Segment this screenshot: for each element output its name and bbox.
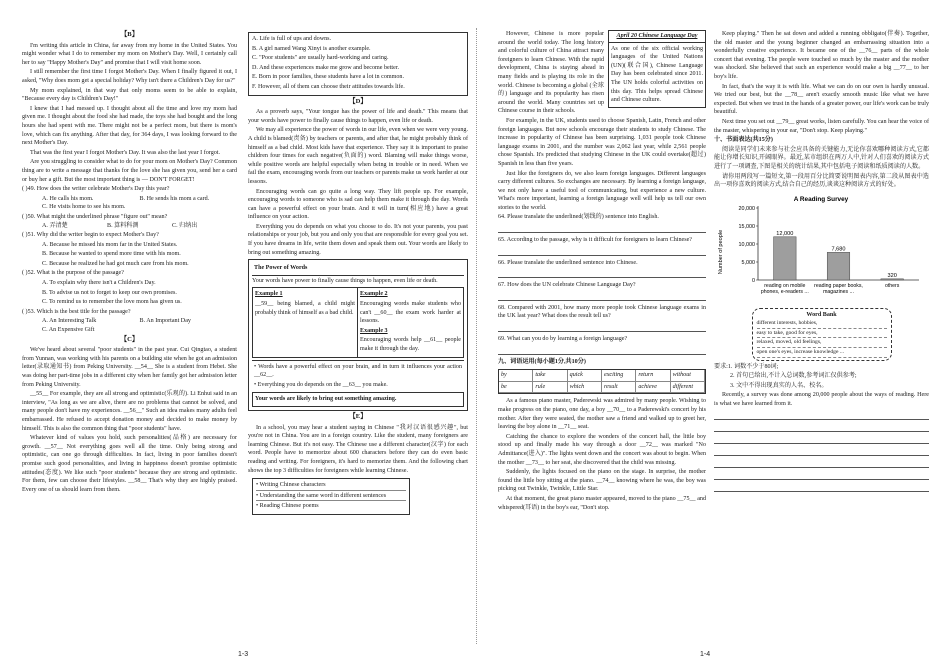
word-bank-item: different interests, hobbies, <box>757 319 887 329</box>
chart-bar <box>774 236 797 279</box>
column-2 <box>248 30 468 515</box>
writing-line[interactable] <box>714 423 929 432</box>
example-3-text: Encouraging words help __61__ people make it through the day. <box>360 337 461 352</box>
word-item: different <box>671 382 705 394</box>
q50-option-a[interactable]: A. 弄清楚 <box>42 223 68 230</box>
example-1-text: __59__ being blamed, a child might probably think of himself as a bad child. <box>255 301 355 316</box>
passage-d-p2: We may all experience the power of words in our life, even when we were very young. A child is blamed(责备) by teachers or parents, and after that, he might probably think of himself as a bad child. Most kids have that experience. They say it is important to praise children four times for each negative(负面的) word. Blaming will make things worse, while positive words are helpful especially when being in trouble or in need. When we fail the exam, encouraging words from our teachers or parents make us work harder at our lessons. <box>248 127 468 185</box>
word-item: achieve <box>636 382 670 394</box>
chart-title: A Reading Survey <box>793 195 849 203</box>
chart-y-tick-label: 10,000 <box>738 241 755 248</box>
passage-d-p1: As a proverb says, "Your tongue has the power of life and death." This means that your words have power to finally cause things to happen, even life or death. <box>248 109 468 124</box>
example-3-label: Example 3 <box>360 327 388 334</box>
word-item: without <box>671 370 705 382</box>
chart-value-label: 320 <box>887 272 897 279</box>
example-1-label: Example 1 <box>255 291 283 298</box>
difficulty-item: • Understanding the same word in different sentences <box>256 492 406 502</box>
chart-value-label: 7,680 <box>831 246 846 253</box>
difficulty-chart <box>252 478 410 515</box>
examples-grid <box>252 287 464 357</box>
page-divider <box>476 28 477 644</box>
passage-b-label: 【B】 <box>120 31 139 38</box>
question-64: 64. Please translate the underlined(划线的) sentence into English. <box>498 214 659 221</box>
q50-option-b[interactable]: B. 算料科测 <box>107 223 139 230</box>
q50-options-row <box>22 222 237 231</box>
c-option: D. And these experiences make me grow and become better. <box>252 64 400 71</box>
word-bank-item: relaxed, moved, old feelings, <box>757 338 887 348</box>
q52-option-a[interactable]: A. To explain why there isn't a Children's Day. <box>42 280 156 287</box>
writing-prompt-p2: 请你用两段写一篇短文,第一段用百分比简要说明图表内容,第二段从图表中选出一项你喜欢的阅读方式,结合自己的经历,谈谈这种阅读方式的好处。 <box>714 173 929 189</box>
q51-option-b[interactable]: B. Because he wanted to spend more time with his mom. <box>42 251 181 258</box>
answer-line-65[interactable] <box>498 247 706 256</box>
passage-e-label: 【E】 <box>349 412 367 420</box>
passage-c-label: 【C】 <box>120 335 139 343</box>
story-p3: Suddenly, the lights focused on the piano on the stage. In surprise, the mother found the little boy sitting at the piano. __74__ knowing where he was, the boy was picking out Twinkle, Twinkle, Little Star. <box>498 469 706 493</box>
requirement-3: 3. 文中不得出现真实的人名、校名。 <box>730 382 828 389</box>
q49-option-a[interactable]: A. He calls his mom. <box>42 195 94 202</box>
question-53: ( )53. Which is the best title for the passage? <box>22 308 131 315</box>
passage-e-p1: In a school, you may hear a student saying in Chinese "我对汉语很感兴趣", but you're not in China. You are in a foreign country. Like the student, many foreigners are learning Chinese. But it's not easy. The Chinese use a different character(汉字) for each word. People have to memorize about 600 characters before they can do even basic reading and writing. For foreigners, it's hard to memorize them. And the following chart shows the top 3 difficulties for foreigners while learning Chinese. <box>248 424 468 474</box>
passage-e-p4: Just like the foreigners do, we also learn foreign languages. Different languages carry different cultures. So exchanges are necessary. By learning a foreign language, we not only have a useful tool of communicating, but experience a new culture. What's more important, learning a foreign language well will help us tell our own stories to the world. <box>498 170 706 211</box>
passage-e-p3: For example, in the UK, students used to choose Spanish, Latin, French and other foreign languages. But now schools encourage their students to study Chinese. The increase in popularity of Chinese has been surprising. 1,031 people took Chinese language exams in 2001, and the number was 2,062 last year, while 2,561 people chose Spanish. It's predicted that studying Chinese in the UK could overtake(超过) Spanish in less than five years. <box>498 117 706 167</box>
q51-option-c[interactable]: C. Because he realized he had got much care from his mom. <box>42 260 189 267</box>
passage-b-p1: I'm writing this article in China, far away from my home in the United States. You might wonder what I do to remember my mom on Mother's Day. Well, I certainly call her to say "Happy Mother's Day" and promise that I will visit home soon. <box>22 42 237 66</box>
q53-options-row <box>22 317 237 326</box>
writing-line[interactable] <box>714 447 929 456</box>
word-item: take <box>533 370 567 382</box>
writing-line[interactable] <box>714 411 929 420</box>
word-item: result <box>602 382 636 394</box>
power-of-words-title: The Power of Words <box>252 262 464 276</box>
word-item: be <box>499 382 533 394</box>
difficulty-item: • Writing Chinese characters <box>256 481 406 491</box>
question-66: 66. Please translate the underlined sentence into Chinese. <box>498 259 638 266</box>
word-bank-item: open one's eyes, increase knowledge ... <box>757 348 887 358</box>
passage-b-p5: That was the first year I forgot Mother's Day. It was also the last year I forgot. <box>30 149 221 156</box>
cal-text: As one of the six official working languages of the United Nations (UN)(联合国), Chinese Language Day has been celebrated since 2011. The UN holds colorful activities on this day. This helps spread Chinese and Chinese culture. <box>611 45 703 104</box>
requirement-1: 要求:1. 词数不少于80词; <box>714 363 779 370</box>
power-conclusion: Your words are likely to bring out something amazing. <box>252 392 464 407</box>
column-1 <box>22 30 237 495</box>
word-item: rule <box>533 382 567 394</box>
passage-c-p1: We've heard about several "poor students" in the past year. Cui Qingtao, a student from Yunnan, was working with his parents on a building site when he got an admission letter(录取通知书) from Peking University. __54__ She is a student from Hebei. She was doing her part-time jobs in a different city when her family got her admission letter from Peking University. <box>22 347 237 388</box>
q51-option-a[interactable]: A. Because he missed his mom far in the United States. <box>42 241 178 248</box>
story-p7: Next time you set out __79__ great works, listen carefully. You can hear the voice of the master, whispering in your ear, "Don't stop. Keep playing." <box>714 118 929 134</box>
word-bank <box>752 308 892 361</box>
question-68: 68. Compared with 2001, how many more people took Chinese language exams in the UK last year? What does the result tell us? <box>498 304 706 320</box>
chart-category-label: reading paper books, <box>814 282 863 289</box>
q53-option-c[interactable]: C. An Expensive Gift <box>42 327 95 333</box>
answer-line-68[interactable] <box>498 323 706 332</box>
chart-category-label: phones, e-readers ... <box>760 288 809 295</box>
example-1-cell <box>253 288 358 356</box>
writing-prompt-p1: 阅读是同学们未来参与社会应具备的关键能力,无论你喜欢哪种阅读方式,它都能让你增长知识,开阔眼界。最近,某市组织在两万人中,针对人们喜欢的阅读方式进行了一项调查,下图是相关的统计结果,其中包括电子阅读和纸质阅读的人数。 <box>714 146 929 170</box>
c-option: A. Life is full of ups and downs. <box>252 36 332 42</box>
story-p2: Catching the chance to explore the wonders of the concert hall, the little boy stood up and finally made his way through a door __72__ was marked "No Admittance(进入)". The lights went down and the concert was about to begin. When the mother __73__ to her seat, she discovered that the child was missing. <box>498 433 706 466</box>
column-3 <box>498 30 706 513</box>
q52-option-c[interactable]: C. To remind us to remember the love mom has given us. <box>42 299 182 306</box>
q53-option-a[interactable]: A. An Interesting Talk <box>42 318 97 325</box>
chart-value-label: 12,000 <box>776 230 794 237</box>
answer-line-67[interactable] <box>498 292 706 301</box>
chart-category-label: others <box>884 282 900 289</box>
power-bullet-2: • Everything you do depends on the __63__ you make. <box>254 381 388 388</box>
writing-line[interactable] <box>714 483 929 492</box>
passage-c-p2: __55__ For example, they are all strong and optimistic(乐观的). Li Enhui said in an interview, "As long as we are alive, there are no problems that cannot be solved, and many people don't have my experiences. __56__" Such an idea makes many adults feel embarrassed. He refused to accept donation money and decided to make money by himself. This is also the common thing that "poor students" have. <box>22 391 237 432</box>
story-p1: As a famous piano master, Paderewski was admired by many people. Wishing to make progress on the piano, one day, a boy __70__ to a Paderewski's concert by his mother. After they were seated, the mother saw a friend and walked up to greet her, leaving the boy alone in __71__ seat. <box>498 398 706 431</box>
power-of-words-intro: Your words have power to finally cause things to happen, even life or death. <box>252 277 438 284</box>
passage-c-options-box <box>248 32 468 96</box>
requirement-2: 2. 首句已给出,不计入总词数,参考词汇仅供参考; <box>730 373 857 380</box>
writing-line[interactable] <box>714 435 929 444</box>
story-p5: Keep playing." Then he sat down and added a running obbligato(伴奏). Together, the old master and the young beginner changed an embarrassing situation into a wonderfully creative experience. It became one of the __76__ parts of the whole concert that evening. The people were touched so much by the master and the mother was shocked. She believed that such an experience would make a big __77__ to her boy's life. <box>714 31 929 80</box>
difficulty-item: • Reading Chinese poems <box>256 503 319 510</box>
reading-survey-chart <box>714 192 929 304</box>
q49-option-b[interactable]: B. He sends his mom a card. <box>139 195 210 202</box>
chart-y-tick-label: 15,000 <box>738 223 755 230</box>
q50-option-c[interactable]: C. 归纳出 <box>172 223 198 230</box>
chart-y-tick-label: 5,000 <box>741 259 755 266</box>
page-number-right: 1-4 <box>700 651 711 658</box>
writing-opening: Recently, a survey was done among 20,000 people about the ways of reading. Here is what we have learned from it. <box>714 392 929 408</box>
question-51: ( )51. Why did the writer begin to expect Mother's Day? <box>22 232 159 239</box>
example-2-text: Encouraging words make students who can't __60__ the exam work harder at lessons. <box>360 301 461 325</box>
chinese-language-day-box <box>608 30 706 108</box>
chart-bar <box>881 279 904 280</box>
section-10-heading: 十、书面表达(共15分) <box>714 137 773 144</box>
example-2-3-cell <box>358 288 463 356</box>
c-option: C. "Poor students" are usually hard-working and caring. <box>252 55 389 62</box>
chart-y-tick-label: 0 <box>752 277 755 284</box>
writing-line[interactable] <box>714 471 929 480</box>
c-option: F. However, all of them can choose their attitudes towards life. <box>252 83 405 90</box>
c-option: B. A girl named Wang Xinyi is another example. <box>252 45 371 52</box>
word-item: return <box>636 370 670 382</box>
question-69: 69. What can you do by learning a foreign language? <box>498 336 628 343</box>
chart-y-tick-label: 20,000 <box>738 205 755 212</box>
answer-line-69[interactable] <box>498 346 706 355</box>
word-bank-title: Word Bank <box>806 311 837 318</box>
question-49: ( )49. How does the writer celebrate Mother's Day this year? <box>22 186 170 193</box>
word-item: quick <box>568 370 602 382</box>
cal-title: April 20 Chinese Language Day <box>609 31 705 43</box>
word-box <box>498 369 706 394</box>
power-bullet-1: • Words have a powerful effect on your brain, and in turn it influences your action __62__. <box>254 363 463 379</box>
q49-option-c[interactable]: C. He visits home to see his mom. <box>42 204 126 211</box>
passage-d-p4: Everything you do depends on what you choose to do. It's not your parents, you past relationships or your job, but you and only you that are responsible for every goal you set. If you have dreams in life, write them down and speak them out. Your words are likely to bring out something amazing. <box>248 223 468 256</box>
page-number-left: 1-3 <box>238 651 249 658</box>
passage-e-p2: However, Chinese is more popular around the world today. The long history and colorful culture of China attract many foreigners to learn Chinese. With the rapid development, China is staying ahead in many fields and is playing its role in the world. Chinese is becoming a global (全球的) language and its popularity has risen around the world. Many countries set up Chinese course in their schools. <box>498 31 604 115</box>
passage-b-p3: My mom explained, in that way that only moms seem to be able to explain, "Because every day is Children's Day!" <box>22 87 237 103</box>
passage-b-p2: I still remember the first time I forgot Mother's Day. When I finally figured it out, I asked, "Why does mom get a special holiday? Why isn't there a Children's Day for us?" <box>22 69 237 84</box>
answer-line-64[interactable] <box>498 224 706 233</box>
chart-ylabel: Number of people <box>718 229 724 274</box>
answer-line-66[interactable] <box>498 269 706 278</box>
q53-option-b[interactable]: B. An Important Day <box>139 318 191 325</box>
word-bank-item: easy to take, good for eyes, <box>757 329 887 339</box>
q49-options-row <box>22 195 237 204</box>
passage-d-label: 【D】 <box>349 97 367 105</box>
section-9-heading: 九、词语运用(每小题1分,共10分) <box>498 358 586 365</box>
chart-category-label: reading on mobile <box>764 282 806 289</box>
chart-bar <box>827 252 850 280</box>
word-item: exciting <box>602 370 636 382</box>
question-50: ( )50. What might the underlined phrase "figure out" mean? <box>22 213 168 220</box>
q52-option-b[interactable]: B. To advise us not to forget to keep our own promises. <box>42 289 177 296</box>
story-p6: In fact, that's the way it is with life. What we can do on our own is hardly unusual. We tried our best, but the __78__ aren't exactly smooth music like what we have expected. But when we trust in the hands of a greater power, our life's work can be truly beautiful. <box>714 83 929 116</box>
column-4 <box>714 30 929 495</box>
story-p4: At that moment, the great piano master appeared, moved to the piano __75__ and whispered(耳语) in the boy's ear, "Don't stop. <box>498 495 706 511</box>
c-option: E. Born in poor families, these students have a lot in common. <box>252 74 404 81</box>
writing-line[interactable] <box>714 459 929 468</box>
passage-b-p6: Are you struggling to consider what to do for your mom on Mother's Day? Common thing are to write a message that thanks for the love she has given you, send her a card or buy her a gift. But the most important thing is — DON'T FORGET! <box>22 159 237 183</box>
passage-b-p4: I knew that I had messed up. I thought about all the time and love my mom had given me. I thought about the food she had made, the toys she had bought and the long hours she had spent with me. There might not be a perfect mom, but there is mom's love, which can fix anything. After that day, for 364 days, I was looking forward to the next Mother's Day. <box>22 105 237 147</box>
passage-d-p3: Encouraging words can go quite a long way. They lift people up. For example, encouraging words to someone who is sad can help them make it through the day. Words can have a powerful effect on your brain. And it will in turn(相应地) have a great influence on your action. <box>248 188 468 221</box>
question-65: 65. According to the passage, why is it difficult for foreigners to learn Chinese? <box>498 237 692 244</box>
power-bullets <box>252 360 464 393</box>
word-item: which <box>568 382 602 394</box>
example-2-label: Example 2 <box>360 291 388 298</box>
question-52: ( )52. What is the purpose of the passage? <box>22 270 124 277</box>
passage-c-p3: Whatever kind of values you hold, such personalities(品格) are necessary for growth. __57__ Not everything goes well all the time. Only being strong and optimistic, can one go through difficulties. In fact, living in poor families doesn't promise such good personalities, and living in happiness doesn't promise optimistic attitudes(态度). We like such "poor students" because they are strong and optimistic. For them, few can choose their lifestyles. __58__ That's why they are highly praised. Every one of us should learn from them. <box>22 435 237 493</box>
word-item: by <box>499 370 533 382</box>
chart-category-label: magazines ... <box>823 288 854 295</box>
power-of-words-table <box>248 259 468 411</box>
question-67: 67. How does the UN celebrate Chinese Language Day? <box>498 282 636 289</box>
